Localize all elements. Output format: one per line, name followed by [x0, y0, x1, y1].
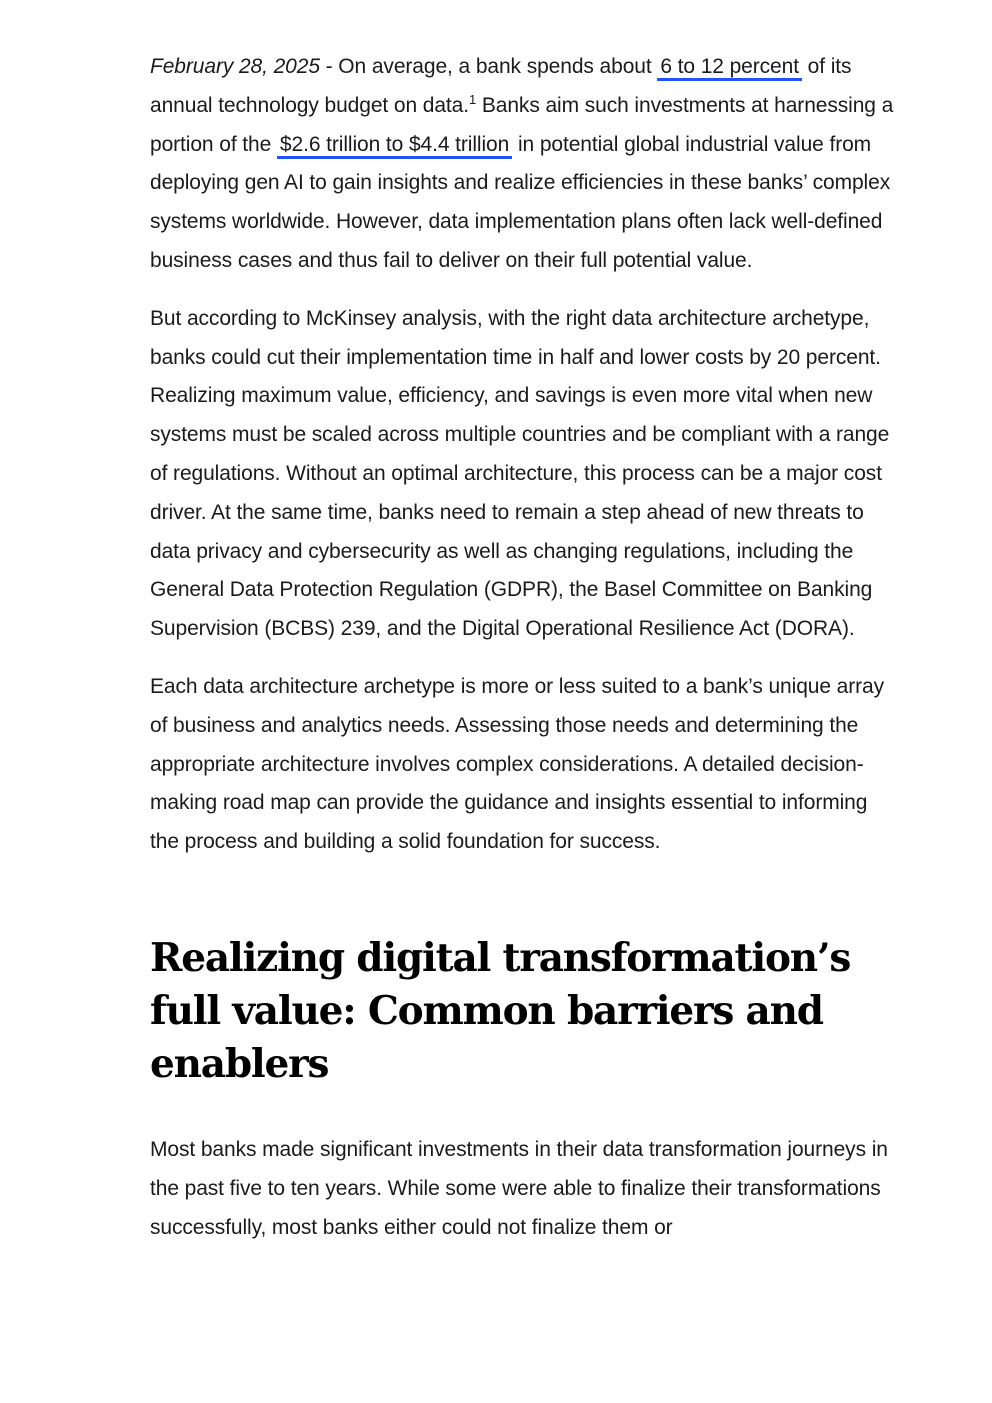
article-body — [150, 48, 898, 1266]
body-paragraph-mckinsey-analysis: But according to McKinsey analysis, with the right data architecture archetype, banks could cut their implementation time in half and lower costs by 20 percent. Realizing maximum value, efficiency, and savings is even more vital when new systems must be scaled across multiple countries and be compliant with a range of regulations. Without an optimal architecture, this process can be a major cost driver. At the same time, banks need to remain a step ahead of new threats to data privacy and cybersecurity as well as changing regulations, including the General Data Protection Regulation (GDPR), the Basel Committee on Banking Supervision (BCBS) 239, and the Digital Operational Resilience Act (DORA). — [150, 306, 890, 641]
footnote-marker[interactable]: 1 — [468, 91, 477, 107]
body-paragraph-archetypes: Each data architecture archetype is more or less suited to a bank’s unique array of business and analytics needs. Assessing those needs and determining the appropriate architecture involves complex considerations. A detailed decision-making road map can provide the guidance and insights essential to informing the process and building a solid foundation for success. — [150, 674, 885, 854]
stat-link-gen-ai-value[interactable]: $2.6 trillion to $4.4 trillion — [277, 133, 512, 159]
stat-link-tech-budget[interactable]: 6 to 12 percent — [657, 55, 802, 81]
publish-date: February 28, 2025 — [150, 55, 320, 78]
intro-text-3: Banks aim such investments at harnessing a portion of the — [150, 93, 894, 156]
section-heading: Realizing digital transformation’s full value: Common barriers and enablers — [150, 934, 851, 1087]
body-paragraph-investments: Most banks made significant investments in their data transformation journeys in the past five to ten years. While some were able to finalize their transformations successfully, most banks either could not finalize them or — [150, 1137, 888, 1239]
intro-text-2: of its annual technology budget on data. — [150, 55, 852, 117]
intro-paragraph — [150, 48, 898, 281]
intro-text-1: On average, a bank spends about — [338, 55, 658, 78]
date-separator: - — [319, 55, 339, 78]
intro-text-4: in potential global industrial value from deploying gen AI to gain insights and realize efficiencies in these banks’ complex systems worldwide. However, data implementation plans often lack well-defined business cases and thus fail to deliver on their full potential value. — [150, 132, 891, 272]
